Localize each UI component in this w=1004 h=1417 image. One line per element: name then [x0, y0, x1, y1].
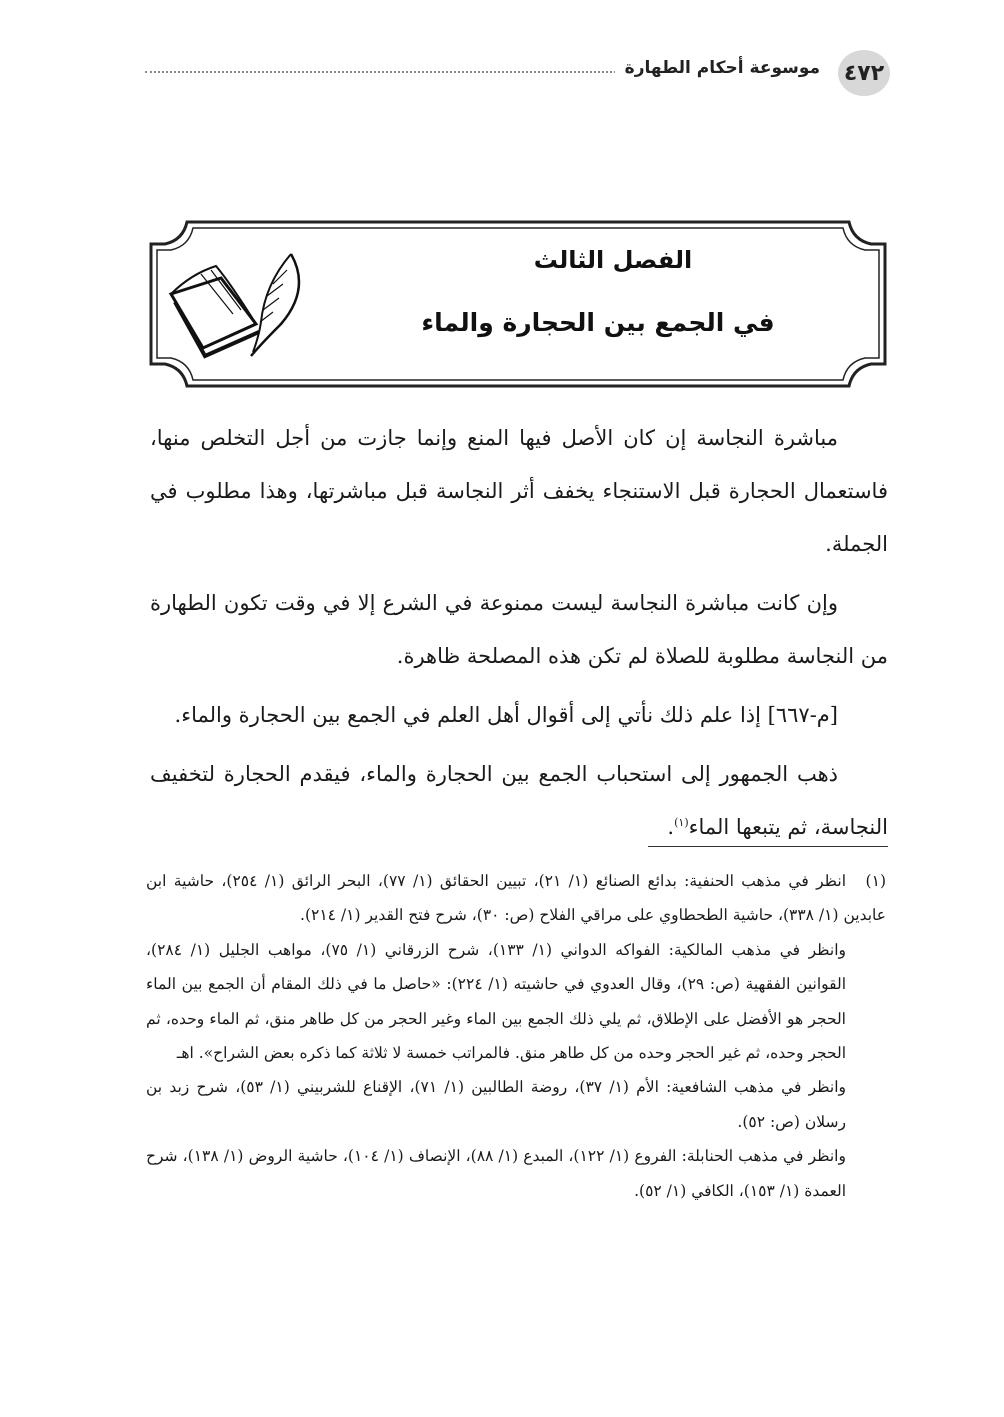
footnote-marker: (١): [865, 872, 886, 890]
body-paragraph-2: وإن كانت مباشرة النجاسة ليست ممنوعة في الشرع إلا في وقت تكون الطهارة من النجاسة مطلوبة للصلاة لم تكن هذه المصلحة ظاهرة.: [150, 591, 888, 668]
body-paragraph-4-end: .: [667, 815, 675, 839]
running-title: موسوعة أحكام الطهارة: [615, 58, 830, 78]
footnote-separator: [648, 846, 888, 847]
chapter-title-frame: [147, 218, 889, 390]
footnote-shafii: وانظر في مذهب الشافعية: الأم (١/ ٣٧)، روضة الطالبين (١/ ٧١)، الإقناع للشربيني (١/ ٥٣)، شرح زبد بن رسلان (ص: ٥٢).: [146, 1078, 847, 1131]
body-text: [150, 412, 888, 860]
footnote-1: [146, 864, 886, 933]
book-and-quill-icon: [161, 244, 311, 364]
footnotes: [146, 864, 886, 1208]
body-paragraph-4: [150, 748, 888, 854]
footnote-hanbali: وانظر في مذهب الحنابلة: الفروع (١/ ١٢٢)، المبدع (١/ ٨٨)، الإنصاف (١/ ١٠٤)، حاشية الروض (١/ ١٣٨)، شرح العمدة (١/ ١٥٣)، الكافي (١/ ٥٢).: [146, 1147, 846, 1200]
body-paragraph-4-text: ذهب الجمهور إلى استحباب الجمع بين الحجارة والماء، فيقدم الحجارة لتخفيف النجاسة، ثم يتبعها الماء: [150, 762, 888, 839]
chapter-subtitle: في الجمع بين الحجارة والماء: [421, 308, 775, 337]
footnote-reference[interactable]: (١): [674, 816, 689, 829]
body-paragraph-3: [م-٦٦٧] إذا علم ذلك نأتي إلى أقوال أهل العلم في الجمع بين الحجارة والماء.: [174, 703, 838, 727]
page-number: ٤٧٢: [838, 50, 890, 96]
footnote-hanafi: انظر في مذهب الحنفية: بدائع الصنائع (١/ ٢١)، تبيين الحقائق (١/ ٧٧)، البحر الرائق (١/ ٢٥٤)، حاشية ابن عابدين (١/ ٣٣٨)، حاشية الطحطاوي على مراقي الفلاح (ص: ٣٠)، شرح فتح القدير (١/ ٢١٤).: [146, 872, 886, 925]
body-paragraph-1: مباشرة النجاسة إن كان الأصل فيها المنع وإنما جازت من أجل التخلص منها، فاستعمال الحجارة قبل الاستنجاء يخفف أثر النجاسة قبل مباشرتها، وهذا مطلوب في الجملة.: [150, 426, 888, 556]
page-header: [140, 44, 890, 100]
chapter-title: الفصل الثالث: [533, 246, 693, 274]
footnote-maliki: وانظر في مذهب المالكية: الفواكه الدواني (١/ ١٣٣)، شرح الزرقاني (١/ ٧٥)، مواهب الجليل (١/ ٢٨٤)، القوانين الفقهية (ص: ٢٩)، وقال العدوي في حاشيته (١/ ٢٢٤): «حاصل ما في ذلك المقام أن الجمع بين الماء الحجر هو الأفضل على الإطلاق، ثم يلي ذلك الجمع بين الماء وغير الحجر من كل طاهر منق، ثم الماء وحده، ثم الحجر وحده، ثم غير الحجر وحده من كل طاهر منق. فالمراتب خمسة لا ثلاثة كما ذكره بعض الشراح». اهـ: [146, 940, 847, 1063]
